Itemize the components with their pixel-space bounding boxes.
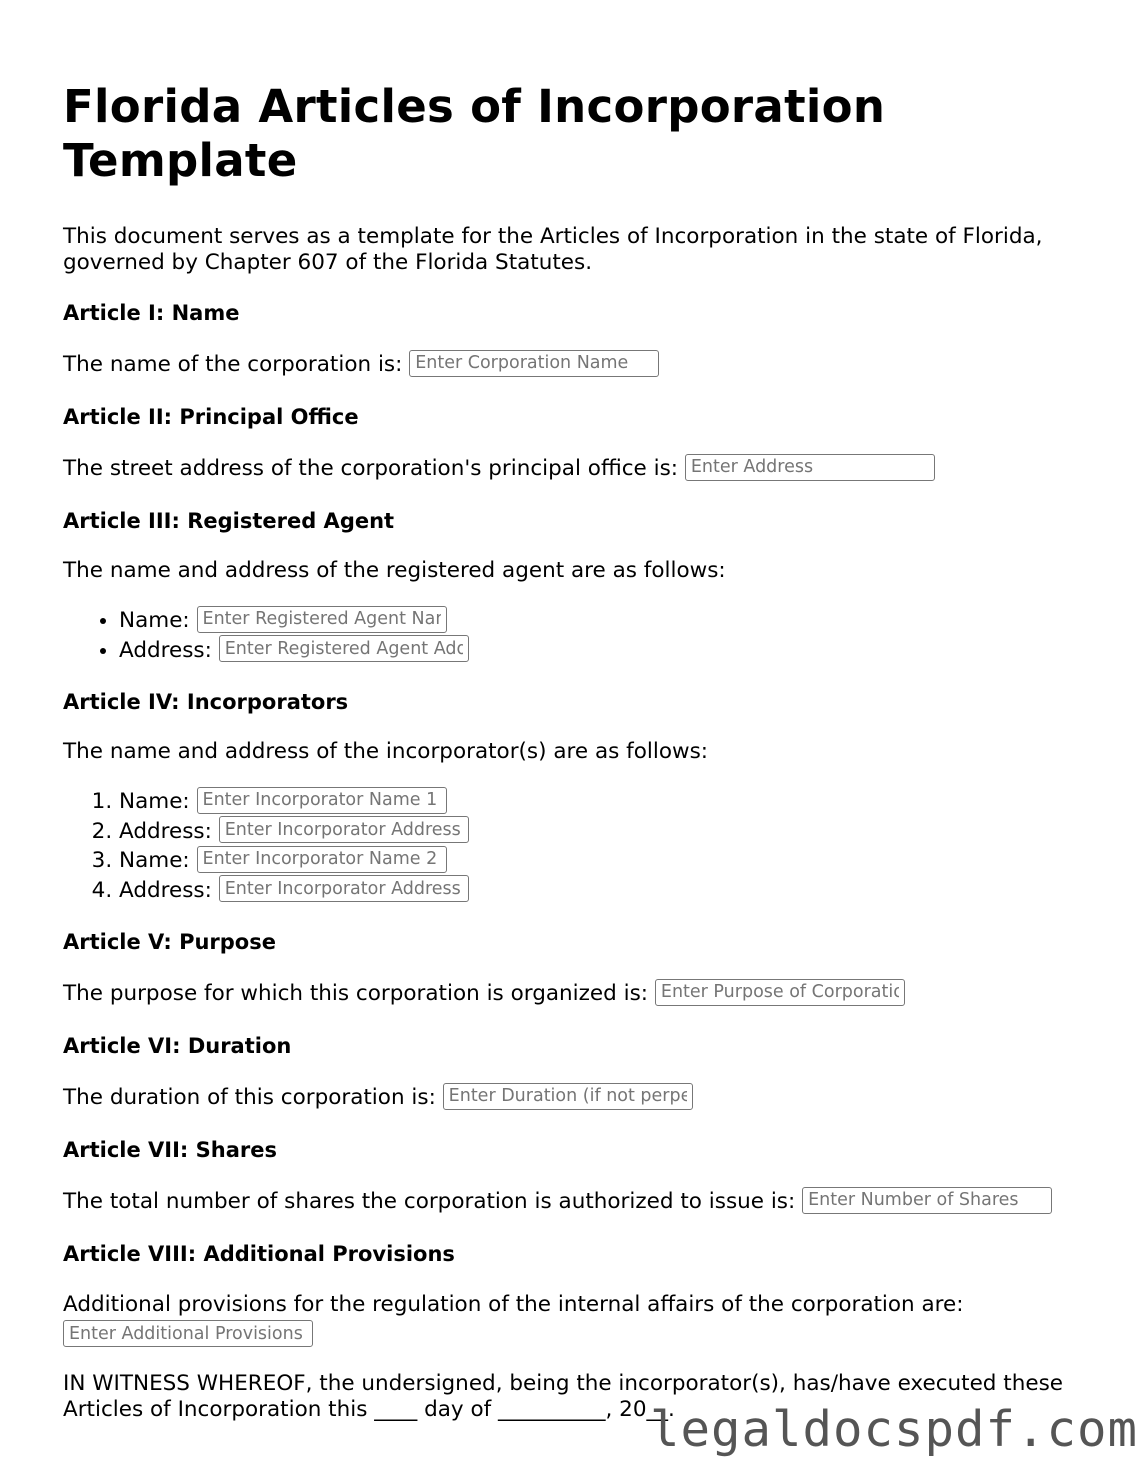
article-7-text: The total number of shares the corporation is authorized to issue is:	[63, 1189, 796, 1214]
list-item	[119, 817, 1103, 847]
page-title: Florida Articles of Incorporation Template	[63, 80, 886, 187]
watermark: legaldocspdf.com	[650, 1401, 1139, 1458]
incorporators-list	[63, 787, 1103, 905]
article-7-line	[63, 1187, 1103, 1217]
article-2-line	[63, 454, 1103, 484]
article-2-text: The street address of the corporation's principal office is:	[63, 456, 679, 481]
list-item	[119, 846, 1103, 876]
intro-text: This document serves as a template for the Articles of Incorporation in the state of Florida, governed by Chapter 607 of the Florida Statutes.	[63, 224, 1043, 275]
agent-name-input[interactable]	[197, 606, 447, 633]
registered-agent-list	[63, 606, 1103, 665]
article-1-text: The name of the corporation is:	[63, 352, 403, 377]
list-item	[119, 876, 1103, 906]
incorporator-2-address-input[interactable]	[219, 875, 469, 902]
document	[63, 80, 1103, 1423]
article-3-heading: Article III: Registered Agent	[63, 509, 395, 533]
list-item	[119, 636, 1103, 666]
article-8-heading: Article VIII: Additional Provisions	[63, 1242, 455, 1266]
article-5-text: The purpose for which this corporation is organized is:	[63, 981, 649, 1006]
incorporator-2-name-input[interactable]	[197, 846, 447, 873]
article-2-heading: Article II: Principal Office	[63, 405, 359, 429]
article-1-heading: Article I: Name	[63, 301, 240, 325]
additional-provisions-input[interactable]	[63, 1320, 313, 1347]
agent-address-input[interactable]	[219, 635, 469, 662]
article-8-text: Additional provisions for the regulation of the internal affairs of the corporation are:	[63, 1292, 964, 1317]
article-5-line	[63, 979, 1103, 1009]
incorporator-2-address-label: Address:	[119, 877, 212, 903]
corporation-name-input[interactable]	[409, 350, 659, 377]
article-4-heading: Article IV: Incorporators	[63, 690, 349, 714]
incorporator-2-name-label: Name:	[119, 848, 190, 873]
duration-input[interactable]	[443, 1083, 693, 1110]
article-7-heading: Article VII: Shares	[63, 1138, 277, 1162]
article-6-heading: Article VI: Duration	[63, 1034, 292, 1058]
article-1-line	[63, 350, 1103, 380]
incorporator-1-address-label: Address:	[119, 818, 212, 844]
principal-address-input[interactable]	[685, 454, 935, 481]
incorporator-1-address-input[interactable]	[219, 816, 469, 843]
witness-clause: IN WITNESS WHEREOF, the undersigned, being the incorporator(s), has/have executed these Articles of Incorporation this ____ day of __________, 20__.	[63, 1371, 1064, 1422]
article-6-text: The duration of this corporation is:	[63, 1085, 436, 1110]
shares-input[interactable]	[802, 1187, 1052, 1214]
article-8-block	[63, 1291, 1103, 1347]
list-item	[119, 787, 1103, 817]
incorporator-1-name-input[interactable]	[197, 787, 447, 814]
article-5-heading: Article V: Purpose	[63, 930, 276, 954]
article-4-text: The name and address of the incorporator(s) are as follows:	[63, 739, 709, 764]
list-item	[119, 606, 1103, 636]
purpose-input[interactable]	[655, 979, 905, 1006]
agent-name-label: Name:	[119, 608, 190, 633]
article-3-text: The name and address of the registered agent are as follows:	[63, 558, 726, 583]
agent-address-label: Address:	[119, 637, 212, 663]
article-6-line	[63, 1083, 1103, 1113]
incorporator-1-name-label: Name:	[119, 789, 190, 814]
